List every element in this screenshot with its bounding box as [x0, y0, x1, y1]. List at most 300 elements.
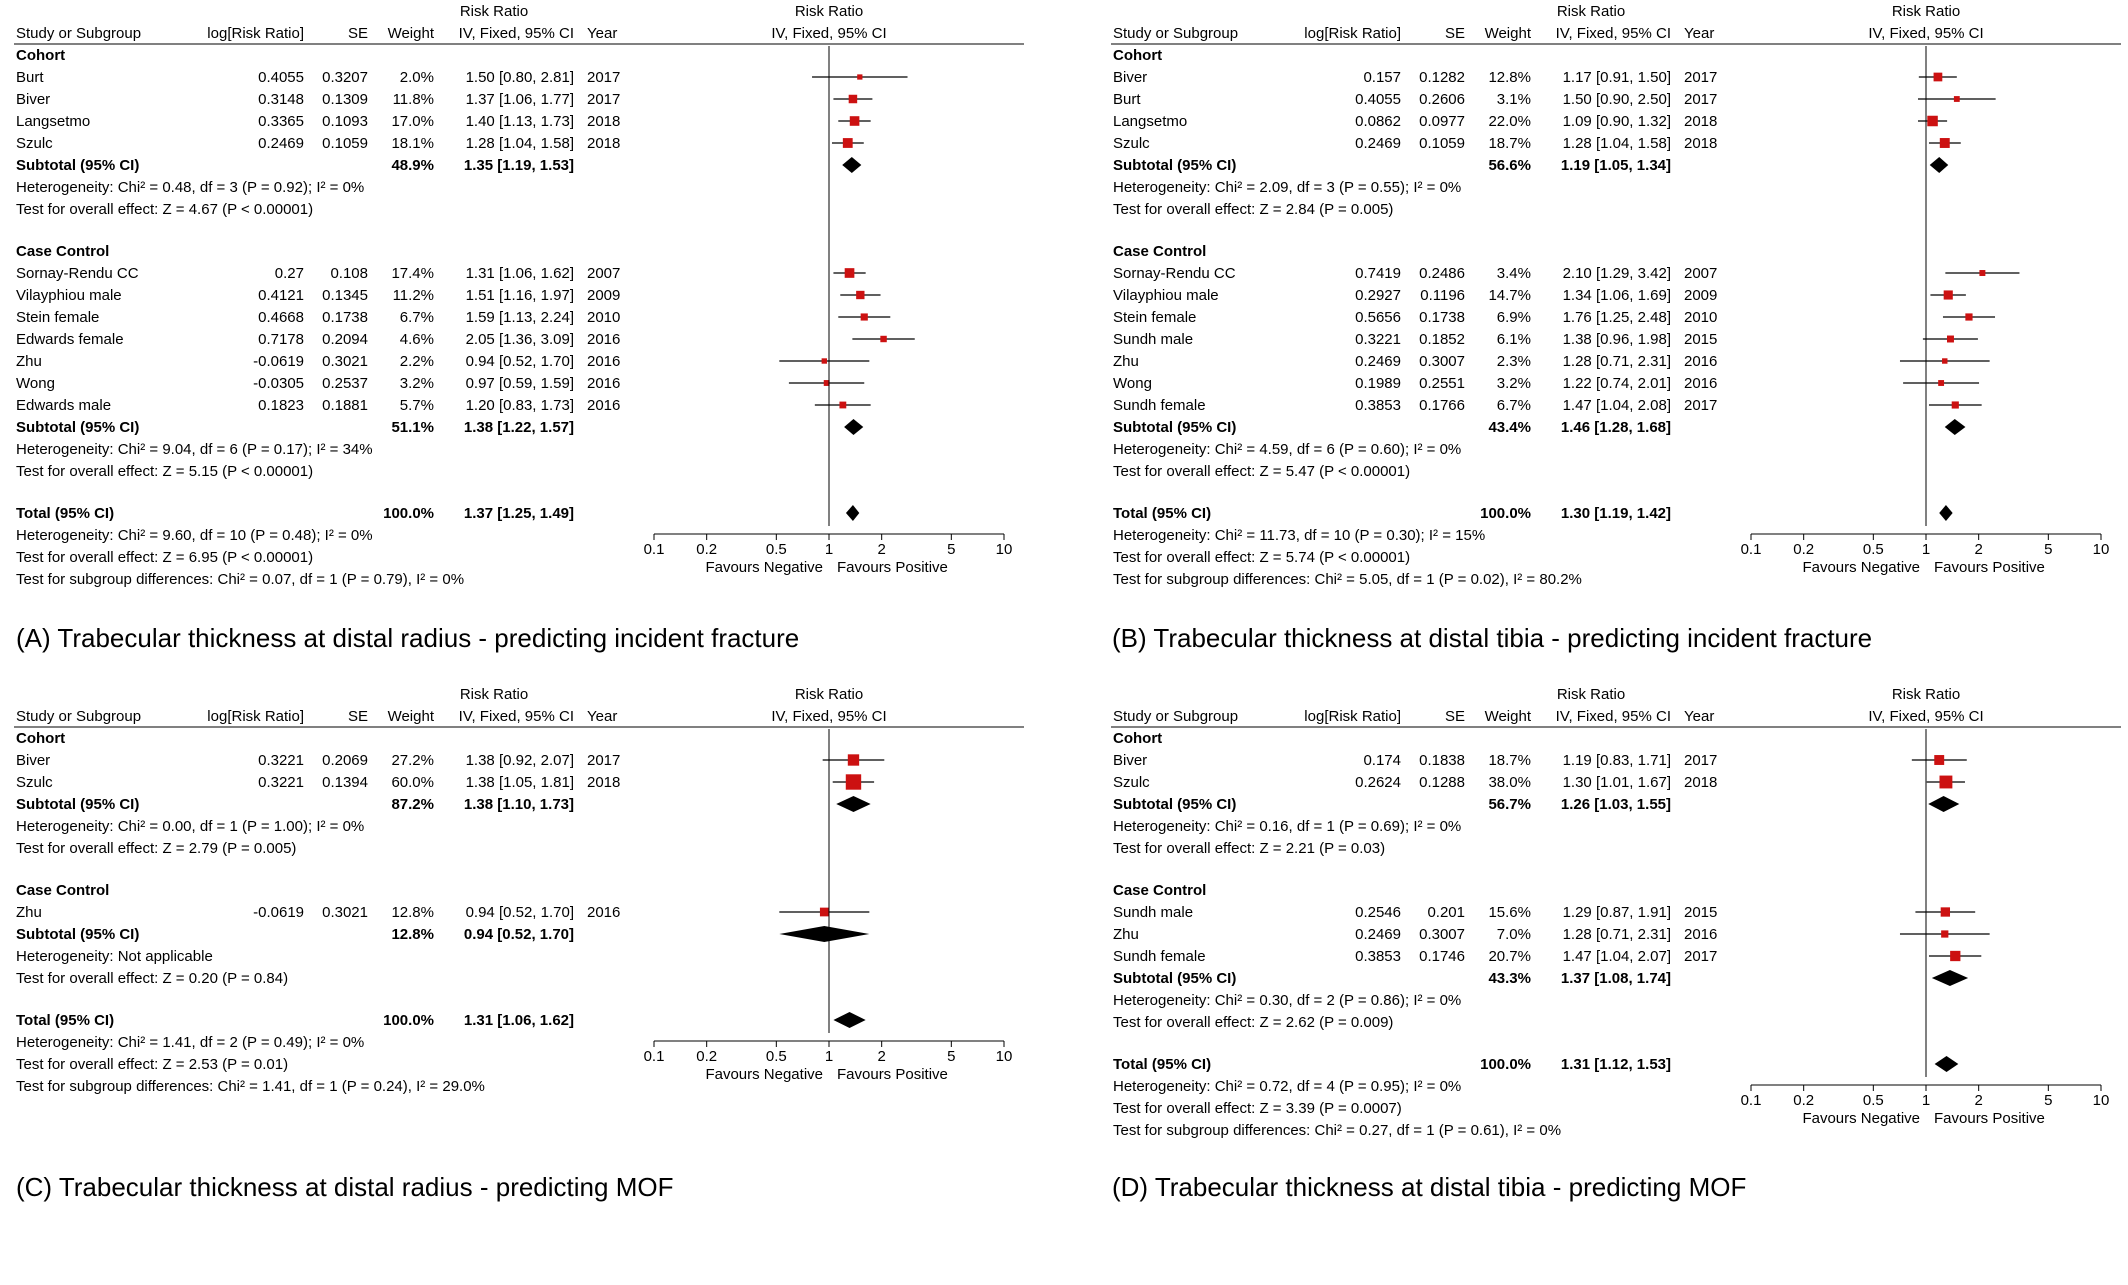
caption-a: (A) Trabecular thickness at distal radius - predicting incident fracture	[16, 623, 800, 653]
study-marker	[1940, 776, 1953, 789]
footer-text: Test for subgroup differences: Chi² = 0.07, df = 1 (P = 0.79), I² = 0%	[16, 571, 465, 588]
group-heading: Cohort	[1113, 730, 1163, 747]
study-name: Wong	[16, 375, 55, 392]
header-risk-ratio-top: Risk Ratio	[459, 3, 529, 20]
study-log-rr: 0.4668	[258, 309, 304, 326]
study-se: 0.3021	[322, 353, 368, 370]
study-se: 0.2069	[322, 752, 368, 769]
study-ci: 1.50 [0.90, 2.50]	[1562, 91, 1671, 108]
study-weight: 15.6%	[1488, 904, 1531, 921]
subtotal-ci: 1.35 [1.19, 1.53]	[463, 157, 574, 174]
footer-text: Heterogeneity: Chi² = 9.60, df = 10 (P = 0.48); I² = 0%	[16, 527, 373, 544]
study-log-rr: 0.3221	[258, 774, 304, 791]
study-ci: 1.76 [1.25, 2.48]	[1562, 309, 1671, 326]
study-ci: 1.09 [0.90, 1.32]	[1562, 113, 1671, 130]
study-se: 0.2551	[1419, 375, 1465, 392]
study-year: 2017	[587, 69, 621, 86]
heterogeneity-text: Heterogeneity: Chi² = 0.48, df = 3 (P = 0.92); I² = 0%	[16, 179, 365, 196]
header-ci: IV, Fixed, 95% CI	[458, 25, 574, 42]
study-ci: 1.17 [0.91, 1.50]	[1562, 69, 1671, 86]
study-weight: 3.2%	[399, 375, 434, 392]
subtotal-diamond	[1932, 970, 1968, 986]
x-tick-label: 0.1	[643, 541, 665, 558]
subtotal-label: Subtotal (95% CI)	[16, 157, 140, 174]
x-tick-label: 2	[1974, 541, 1983, 558]
forest-plot-a-svg	[14, 2, 1070, 602]
total-ci: 1.37 [1.25, 1.49]	[463, 505, 574, 522]
study-year: 2018	[587, 774, 621, 791]
study-log-rr: 0.3148	[258, 91, 304, 108]
study-weight: 7.0%	[1496, 926, 1531, 943]
favours-right-label: Favours Positive	[1934, 559, 2045, 576]
study-marker	[1950, 951, 1960, 961]
study-name: Sornay-Rendu CC	[16, 265, 139, 282]
study-log-rr: 0.3853	[1355, 397, 1401, 414]
heterogeneity-text: Heterogeneity: Chi² = 0.00, df = 1 (P = 1.00); I² = 0%	[16, 818, 365, 835]
study-log-rr: 0.27	[274, 265, 304, 282]
header-plot-top: Risk Ratio	[794, 3, 864, 20]
study-weight: 27.2%	[391, 752, 434, 769]
study-weight: 3.4%	[1496, 265, 1531, 282]
study-log-rr: 0.2469	[1355, 135, 1401, 152]
total-diamond	[1935, 1056, 1959, 1072]
header-study: Study or Subgroup	[1113, 708, 1239, 725]
study-weight: 60.0%	[391, 774, 434, 791]
study-log-rr: 0.7419	[1355, 265, 1401, 282]
study-marker	[822, 358, 827, 363]
study-ci: 1.28 [0.71, 2.31]	[1562, 926, 1671, 943]
group-heading: Cohort	[16, 730, 66, 747]
overall-effect-text: Test for overall effect: Z = 5.47 (P < 0.00001)	[1113, 463, 1411, 480]
header-weight: Weight	[1484, 25, 1531, 42]
favours-right-label: Favours Positive	[837, 559, 948, 576]
study-ci: 1.37 [1.06, 1.77]	[465, 91, 574, 108]
subtotal-ci: 1.38 [1.22, 1.57]	[463, 419, 574, 436]
forest-plot-b	[1111, 2, 2128, 602]
subtotal-diamond	[1945, 419, 1966, 435]
study-name: Edwards male	[16, 397, 112, 414]
subtotal-weight: 43.3%	[1488, 970, 1531, 987]
caption-b: (B) Trabecular thickness at distal tibia - predicting incident fracture	[1112, 623, 1873, 653]
study-year: 2017	[1684, 948, 1718, 965]
overall-effect-text: Test for overall effect: Z = 2.84 (P = 0.005)	[1113, 201, 1394, 218]
study-year: 2009	[1684, 287, 1718, 304]
favours-left-label: Favours Negative	[1802, 1110, 1920, 1127]
study-se: 0.2486	[1419, 265, 1465, 282]
x-tick-label: 1	[824, 1048, 834, 1065]
x-tick-label: 2	[877, 541, 886, 558]
study-name: Wong	[1113, 375, 1152, 392]
header-log-rr: log[Risk Ratio]	[207, 708, 304, 725]
header-risk-ratio-top: Risk Ratio	[1556, 686, 1626, 703]
study-se: 0.3007	[1419, 926, 1465, 943]
study-ci: 1.38 [0.92, 2.07]	[465, 752, 574, 769]
header-plot-sub: IV, Fixed, 95% CI	[771, 708, 887, 725]
study-ci: 1.50 [0.80, 2.81]	[465, 69, 574, 86]
study-name: Vilayphiou male	[1113, 287, 1219, 304]
study-log-rr: 0.0862	[1355, 113, 1401, 130]
study-name: Sundh female	[1113, 397, 1206, 414]
total-weight: 100.0%	[1480, 1056, 1531, 1073]
header-se: SE	[347, 708, 368, 725]
study-se: 0.1059	[322, 135, 368, 152]
heterogeneity-text: Heterogeneity: Chi² = 2.09, df = 3 (P = 0.55); I² = 0%	[1113, 179, 1462, 196]
study-se: 0.1746	[1419, 948, 1465, 965]
total-weight: 100.0%	[383, 1012, 434, 1029]
study-weight: 6.9%	[1496, 309, 1531, 326]
study-marker	[1941, 930, 1948, 937]
x-tick-label: 0.1	[643, 1048, 665, 1065]
study-weight: 14.7%	[1488, 287, 1531, 304]
study-weight: 6.1%	[1496, 331, 1531, 348]
x-tick-label: 10	[995, 541, 1013, 558]
subtotal-label: Subtotal (95% CI)	[16, 926, 140, 943]
study-marker	[845, 268, 855, 278]
study-weight: 18.7%	[1488, 752, 1531, 769]
study-weight: 20.7%	[1488, 948, 1531, 965]
study-year: 2017	[1684, 752, 1718, 769]
total-diamond	[1939, 505, 1952, 521]
study-year: 2018	[1684, 774, 1718, 791]
header-ci: IV, Fixed, 95% CI	[458, 708, 574, 725]
subtotal-weight: 48.9%	[391, 157, 434, 174]
forest-plot-b-svg	[1111, 2, 2128, 602]
study-se: 0.2094	[322, 331, 368, 348]
overall-effect-text: Test for overall effect: Z = 2.79 (P = 0.005)	[16, 840, 297, 857]
header-weight: Weight	[387, 708, 434, 725]
study-log-rr: -0.0619	[253, 904, 304, 921]
favours-right-label: Favours Positive	[1934, 1110, 2045, 1127]
study-name: Zhu	[1113, 353, 1139, 370]
study-weight: 4.6%	[399, 331, 434, 348]
footer-text: Heterogeneity: Chi² = 1.41, df = 2 (P = 0.49); I² = 0%	[16, 1034, 365, 1051]
group-heading: Case Control	[1113, 882, 1207, 899]
study-year: 2015	[1684, 331, 1718, 348]
study-marker	[849, 95, 857, 103]
header-weight: Weight	[387, 25, 434, 42]
study-weight: 12.8%	[391, 904, 434, 921]
header-risk-ratio-top: Risk Ratio	[1556, 3, 1626, 20]
study-ci: 0.97 [0.59, 1.59]	[465, 375, 574, 392]
header-study: Study or Subgroup	[16, 708, 142, 725]
study-weight: 6.7%	[1496, 397, 1531, 414]
study-weight: 6.7%	[399, 309, 434, 326]
study-year: 2015	[1684, 904, 1718, 921]
study-marker	[1952, 401, 1959, 408]
footer-text: Heterogeneity: Chi² = 0.72, df = 4 (P = 0.95); I² = 0%	[1113, 1078, 1462, 1095]
subtotal-diamond	[844, 419, 863, 435]
study-ci: 1.38 [0.96, 1.98]	[1562, 331, 1671, 348]
total-label: Total (95% CI)	[1113, 1056, 1212, 1073]
caption-c: (C) Trabecular thickness at distal radius - predicting MOF	[16, 1172, 674, 1202]
study-marker	[1938, 380, 1944, 386]
study-log-rr: -0.0619	[253, 353, 304, 370]
study-name: Vilayphiou male	[16, 287, 122, 304]
study-ci: 1.31 [1.06, 1.62]	[465, 265, 574, 282]
study-year: 2007	[587, 265, 621, 282]
header-weight: Weight	[1484, 708, 1531, 725]
study-year: 2018	[587, 135, 621, 152]
total-weight: 100.0%	[383, 505, 434, 522]
study-year: 2010	[1684, 309, 1718, 326]
study-se: 0.2537	[322, 375, 368, 392]
study-log-rr: 0.7178	[258, 331, 304, 348]
study-name: Szulc	[1113, 135, 1150, 152]
study-se: 0.1838	[1419, 752, 1465, 769]
study-weight: 12.8%	[1488, 69, 1531, 86]
favours-left-label: Favours Negative	[1802, 559, 1920, 576]
x-tick-label: 1	[1921, 1092, 1931, 1109]
subtotal-ci: 1.46 [1.28, 1.68]	[1560, 419, 1671, 436]
study-log-rr: 0.3365	[258, 113, 304, 130]
footer-text: Test for overall effect: Z = 5.74 (P < 0.00001)	[1113, 549, 1411, 566]
study-year: 2018	[1684, 135, 1718, 152]
study-marker	[1947, 336, 1954, 343]
study-name: Biver	[1113, 69, 1148, 86]
study-marker	[839, 402, 846, 409]
study-marker	[1927, 116, 1938, 127]
study-year: 2016	[587, 353, 621, 370]
header-se: SE	[1444, 25, 1465, 42]
study-marker	[880, 336, 886, 342]
overall-effect-text: Test for overall effect: Z = 4.67 (P < 0.00001)	[16, 201, 314, 218]
header-log-rr: log[Risk Ratio]	[1304, 25, 1401, 42]
study-log-rr: 0.4121	[258, 287, 304, 304]
study-log-rr: 0.2469	[1355, 353, 1401, 370]
header-se: SE	[347, 25, 368, 42]
study-ci: 1.28 [1.04, 1.58]	[1562, 135, 1671, 152]
subtotal-ci: 1.38 [1.10, 1.73]	[463, 796, 574, 813]
header-plot-top: Risk Ratio	[1891, 3, 1961, 20]
study-name: Zhu	[16, 904, 42, 921]
study-se: 0.1852	[1419, 331, 1465, 348]
subtotal-weight: 56.6%	[1488, 157, 1531, 174]
study-weight: 38.0%	[1488, 774, 1531, 791]
study-ci: 1.22 [0.74, 2.01]	[1562, 375, 1671, 392]
study-name: Szulc	[16, 774, 53, 791]
subtotal-diamond	[842, 157, 861, 173]
heterogeneity-text: Heterogeneity: Chi² = 4.59, df = 6 (P = 0.60); I² = 0%	[1113, 441, 1462, 458]
study-se: 0.3021	[322, 904, 368, 921]
study-name: Biver	[16, 752, 51, 769]
study-name: Sundh male	[1113, 904, 1194, 921]
header-plot-top: Risk Ratio	[1891, 686, 1961, 703]
study-marker	[843, 138, 853, 148]
x-tick-label: 2	[1974, 1092, 1983, 1109]
study-marker	[1979, 270, 1985, 276]
study-marker	[850, 116, 860, 126]
study-weight: 22.0%	[1488, 113, 1531, 130]
study-se: 0.108	[330, 265, 368, 282]
study-log-rr: 0.3853	[1355, 948, 1401, 965]
header-ci: IV, Fixed, 95% CI	[1555, 708, 1671, 725]
study-year: 2010	[587, 309, 621, 326]
study-marker	[1944, 290, 1953, 299]
study-log-rr: 0.2624	[1355, 774, 1401, 791]
study-weight: 2.0%	[399, 69, 434, 86]
study-name: Stein female	[16, 309, 100, 326]
study-marker	[857, 74, 862, 79]
study-name: Sundh female	[1113, 948, 1206, 965]
study-se: 0.1766	[1419, 397, 1465, 414]
x-tick-label: 0.5	[1862, 541, 1884, 558]
group-heading: Case Control	[16, 882, 110, 899]
x-tick-label: 0.5	[1862, 1092, 1884, 1109]
study-name: Burt	[1113, 91, 1141, 108]
study-ci: 1.28 [1.04, 1.58]	[465, 135, 574, 152]
subtotal-diamond	[1930, 157, 1949, 173]
subtotal-diamond	[836, 796, 870, 812]
study-log-rr: 0.1823	[258, 397, 304, 414]
study-weight: 3.1%	[1496, 91, 1531, 108]
study-name: Biver	[16, 91, 51, 108]
heterogeneity-text: Heterogeneity: Not applicable	[16, 948, 213, 965]
header-plot-sub: IV, Fixed, 95% CI	[1868, 708, 1984, 725]
footer-text: Test for subgroup differences: Chi² = 5.05, df = 1 (P = 0.02), I² = 80.2%	[1113, 571, 1582, 588]
subtotal-weight: 43.4%	[1488, 419, 1531, 436]
study-year: 2016	[587, 331, 621, 348]
study-log-rr: -0.0305	[253, 375, 304, 392]
study-se: 0.1881	[322, 397, 368, 414]
study-name: Langsetmo	[16, 113, 91, 130]
study-ci: 1.51 [1.16, 1.97]	[465, 287, 574, 304]
group-heading: Case Control	[1113, 243, 1207, 260]
study-marker	[820, 908, 829, 917]
study-weight: 18.7%	[1488, 135, 1531, 152]
study-name: Zhu	[1113, 926, 1139, 943]
study-ci: 1.59 [1.13, 2.24]	[465, 309, 574, 326]
subtotal-diamond	[779, 926, 869, 942]
study-year: 2009	[587, 287, 621, 304]
subtotal-ci: 1.26 [1.03, 1.55]	[1560, 796, 1671, 813]
study-name: Sundh male	[1113, 331, 1194, 348]
study-marker	[1934, 755, 1944, 765]
x-tick-label: 0.1	[1740, 541, 1762, 558]
study-ci: 0.94 [0.52, 1.70]	[465, 353, 574, 370]
header-se: SE	[1444, 708, 1465, 725]
study-se: 0.3207	[322, 69, 368, 86]
study-marker	[861, 313, 868, 320]
header-year: Year	[1684, 25, 1715, 42]
study-ci: 2.05 [1.36, 3.09]	[465, 331, 574, 348]
header-study: Study or Subgroup	[16, 25, 142, 42]
subtotal-label: Subtotal (95% CI)	[1113, 970, 1237, 987]
study-name: Stein female	[1113, 309, 1197, 326]
favours-left-label: Favours Negative	[705, 1066, 823, 1083]
subtotal-diamond	[1928, 796, 1959, 812]
study-year: 2017	[587, 752, 621, 769]
header-year: Year	[587, 708, 618, 725]
header-risk-ratio-top: Risk Ratio	[459, 686, 529, 703]
study-ci: 1.34 [1.06, 1.69]	[1562, 287, 1671, 304]
study-se: 0.2606	[1419, 91, 1465, 108]
footer-text: Test for subgroup differences: Chi² = 1.41, df = 1 (P = 0.24), I² = 29.0%	[16, 1078, 485, 1095]
study-se: 0.1394	[322, 774, 368, 791]
study-ci: 1.38 [1.05, 1.81]	[465, 774, 574, 791]
subtotal-weight: 87.2%	[391, 796, 434, 813]
study-name: Szulc	[16, 135, 53, 152]
header-plot-top: Risk Ratio	[794, 686, 864, 703]
x-tick-label: 0.5	[765, 1048, 787, 1065]
study-se: 0.1738	[1419, 309, 1465, 326]
study-year: 2016	[1684, 926, 1718, 943]
study-log-rr: 0.2469	[1355, 926, 1401, 943]
study-ci: 1.19 [0.83, 1.71]	[1562, 752, 1671, 769]
study-marker	[848, 754, 859, 765]
study-year: 2016	[587, 397, 621, 414]
total-ci: 1.30 [1.19, 1.42]	[1560, 505, 1671, 522]
x-tick-label: 0.2	[1793, 541, 1815, 558]
study-year: 2016	[587, 375, 621, 392]
x-tick-label: 10	[995, 1048, 1013, 1065]
study-weight: 3.2%	[1496, 375, 1531, 392]
caption-d: (D) Trabecular thickness at distal tibia - predicting MOF	[1112, 1172, 1747, 1202]
study-log-rr: 0.174	[1363, 752, 1401, 769]
forest-plot-a	[14, 2, 1070, 602]
study-se: 0.1738	[322, 309, 368, 326]
study-name: Zhu	[16, 353, 42, 370]
study-log-rr: 0.4055	[258, 69, 304, 86]
subtotal-label: Subtotal (95% CI)	[16, 419, 140, 436]
study-ci: 0.94 [0.52, 1.70]	[465, 904, 574, 921]
study-weight: 5.7%	[399, 397, 434, 414]
study-year: 2017	[1684, 69, 1718, 86]
study-se: 0.1093	[322, 113, 368, 130]
study-name: Biver	[1113, 752, 1148, 769]
study-name: Burt	[16, 69, 44, 86]
subtotal-weight: 12.8%	[391, 926, 434, 943]
overall-effect-text: Test for overall effect: Z = 5.15 (P < 0.00001)	[16, 463, 314, 480]
header-log-rr: log[Risk Ratio]	[207, 25, 304, 42]
footer-text: Test for subgroup differences: Chi² = 0.27, df = 1 (P = 0.61), I² = 0%	[1113, 1122, 1562, 1139]
header-ci: IV, Fixed, 95% CI	[1555, 25, 1671, 42]
header-study: Study or Subgroup	[1113, 25, 1239, 42]
heterogeneity-text: Heterogeneity: Chi² = 9.04, df = 6 (P = 0.17); I² = 34%	[16, 441, 373, 458]
study-weight: 2.2%	[399, 353, 434, 370]
x-tick-label: 0.2	[696, 541, 718, 558]
study-ci: 1.47 [1.04, 2.08]	[1562, 397, 1671, 414]
study-ci: 1.40 [1.13, 1.73]	[465, 113, 574, 130]
study-weight: 17.4%	[391, 265, 434, 282]
study-se: 0.201	[1427, 904, 1465, 921]
overall-effect-text: Test for overall effect: Z = 0.20 (P = 0.84)	[16, 970, 289, 987]
study-se: 0.0977	[1419, 113, 1465, 130]
footer-text: Test for overall effect: Z = 6.95 (P < 0.00001)	[16, 549, 314, 566]
study-year: 2016	[587, 904, 621, 921]
study-marker	[1942, 358, 1947, 363]
header-plot-sub: IV, Fixed, 95% CI	[1868, 25, 1984, 42]
subtotal-ci: 1.19 [1.05, 1.34]	[1560, 157, 1671, 174]
x-tick-label: 5	[947, 1048, 956, 1065]
subtotal-weight: 51.1%	[391, 419, 434, 436]
study-se: 0.3007	[1419, 353, 1465, 370]
study-marker	[856, 291, 864, 299]
study-year: 2018	[587, 113, 621, 130]
group-heading: Cohort	[1113, 47, 1163, 64]
header-year: Year	[1684, 708, 1715, 725]
study-year: 2016	[1684, 353, 1718, 370]
study-name: Sornay-Rendu CC	[1113, 265, 1236, 282]
study-log-rr: 0.2927	[1355, 287, 1401, 304]
total-label: Total (95% CI)	[16, 1012, 115, 1029]
study-ci: 1.28 [0.71, 2.31]	[1562, 353, 1671, 370]
study-se: 0.1345	[322, 287, 368, 304]
subtotal-label: Subtotal (95% CI)	[1113, 157, 1237, 174]
study-ci: 1.30 [1.01, 1.67]	[1562, 774, 1671, 791]
study-ci: 2.10 [1.29, 3.42]	[1562, 265, 1671, 282]
study-year: 2007	[1684, 265, 1718, 282]
x-tick-label: 0.5	[765, 541, 787, 558]
